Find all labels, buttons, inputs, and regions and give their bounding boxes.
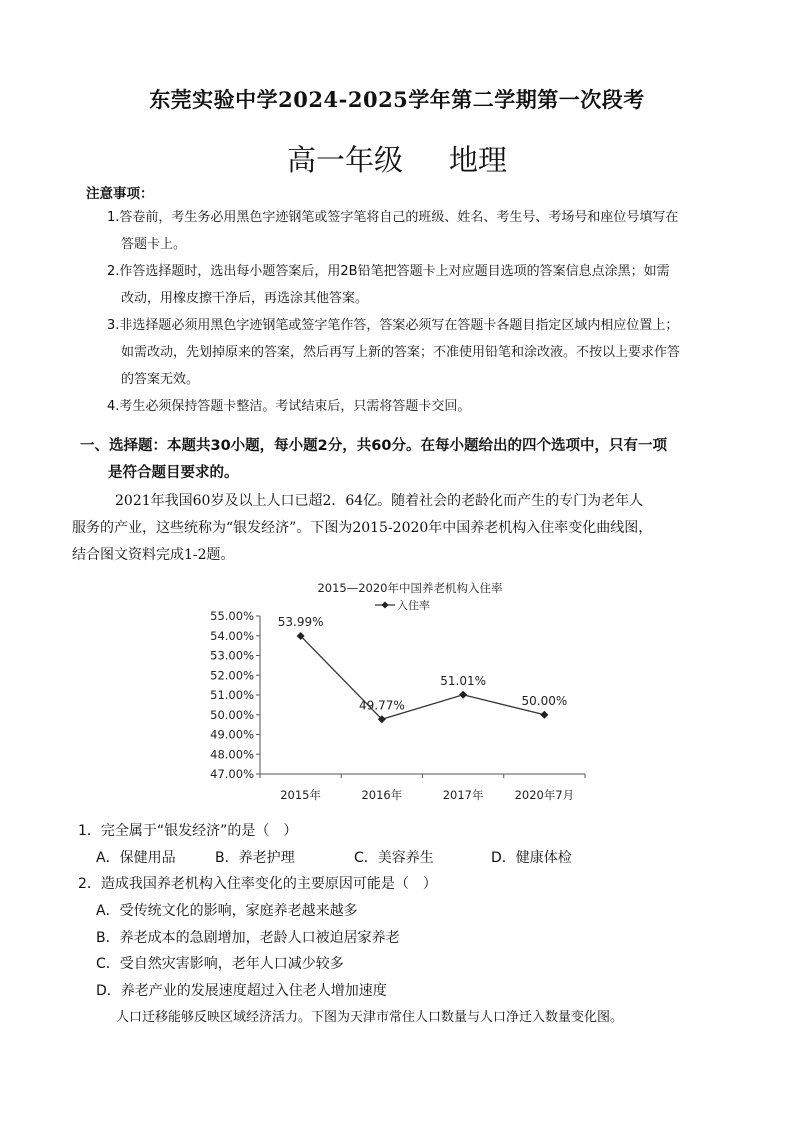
- subject-label: 地理: [449, 143, 508, 177]
- x-tick-label: 2020年7月: [514, 788, 575, 802]
- y-tick-label: 55.00%: [210, 609, 254, 623]
- data-label: 50.00%: [521, 693, 568, 708]
- question-stem: 2．造成我国养老机构入住率变化的主要原因可能是（ ）: [78, 876, 437, 892]
- series-rate: [278, 615, 568, 723]
- y-tick-label: 52.00%: [210, 668, 254, 683]
- passage-line: 2021年我国60岁及以上人口已超2．64亿。随着社会的老龄化而产生的专门为老年人: [115, 493, 644, 509]
- grade-label: 高一年级: [286, 143, 403, 177]
- data-label: 51.01%: [440, 673, 487, 688]
- notice-line: 答题卡上。: [121, 237, 187, 252]
- notice-line: 3.非选择题必须用黑色字迹钢笔或签字笔作答，答案必须写在答题卡各题目指定区域内相应位置上；: [107, 318, 679, 333]
- occupancy-line-chart: [190, 574, 610, 810]
- y-tick-label: 47.00%: [210, 767, 254, 781]
- y-tick-label: 48.00%: [210, 747, 254, 762]
- data-point: [459, 691, 467, 699]
- y-tick-labels: [210, 609, 254, 781]
- section-heading: 是符合题目要求的。: [108, 465, 239, 481]
- question-stem: 1．完全属于“银发经济”的是（ ）: [78, 823, 298, 839]
- option-b: B．养老护理: [215, 850, 295, 866]
- notice-line: 的答案无效。: [121, 372, 200, 387]
- notice-line: 如需改动，先划掉原来的答案，然后再写上新的答案；不准使用铅笔和涂改液。不按以上要求作答: [121, 345, 681, 360]
- chart-title: 2015—2020年中国养老机构入住率: [317, 581, 503, 595]
- section-heading: 一、选择题：本题共30小题，每小题2分，共60分。在每小题给出的四个选项中，只有一项: [80, 438, 667, 454]
- data-point: [540, 711, 548, 719]
- chart-legend: [375, 598, 430, 612]
- passage-line: 服务的产业，这些统称为“银发经济”。下图为2015-2020年中国养老机构入住率变化曲线图，: [72, 520, 653, 536]
- x-tick-label: 2016年: [361, 788, 403, 802]
- notice-line: 4.考生必须保持答题卡整洁。考试结束后，只需将答题卡交回。: [107, 399, 471, 414]
- passage-line: 结合图文资料完成1-2题。: [72, 547, 235, 563]
- y-tick-label: 51.00%: [210, 688, 254, 702]
- y-tick-label: 50.00%: [210, 707, 254, 722]
- series-line: [301, 636, 545, 719]
- grade-subject: [0, 138, 794, 179]
- data-label: 53.99%: [277, 614, 324, 629]
- notice-line: 1.答卷前，考生务必用黑色字迹钢笔或签字笔将自己的班级、姓名、考生号、考场号和座位号填写在: [107, 210, 679, 225]
- legend-label: 入住率: [397, 599, 430, 612]
- passage-line: 人口迁移能够反映区域经济活力。下图为天津市常住人口数量与人口净迁入数量变化图。: [116, 1010, 624, 1025]
- notice-line: 改动，用橡皮擦干净后，再选涂其他答案。: [121, 291, 369, 306]
- option-a: A．保健用品: [96, 850, 176, 866]
- x-tick-label: 2017年: [442, 788, 484, 802]
- notice-line: 2.作答选择题时，选出每小题答案后，用2B铅笔把答题卡上对应题目选项的答案信息点涂黑；如需: [107, 264, 670, 279]
- exam-title: 东莞实验中学2024-2025学年第二学期第一次段考: [149, 87, 645, 112]
- option-c: C．受自然灾害影响，老年人口减少较多: [96, 956, 344, 972]
- option-b: B．养老成本的急剧增加，老龄人口被迫居家养老: [96, 930, 400, 946]
- option-d: D．健康体检: [491, 850, 572, 866]
- option-d: D．养老产业的发展速度超过入住老人增加速度: [96, 983, 387, 999]
- x-tick-labels: [280, 788, 574, 802]
- option-a: A．受传统文化的影响，家庭养老越来越多: [96, 903, 358, 919]
- y-tick-label: 53.00%: [210, 648, 254, 663]
- x-tick-label: 2015年: [280, 788, 322, 802]
- notice-heading: 注意事项：: [86, 186, 154, 202]
- data-label: 49.77%: [358, 698, 405, 713]
- y-tick-label: 54.00%: [210, 628, 254, 643]
- y-tick-label: 49.00%: [210, 727, 254, 742]
- option-c: C．美容养生: [354, 850, 434, 866]
- legend-marker: [382, 602, 389, 609]
